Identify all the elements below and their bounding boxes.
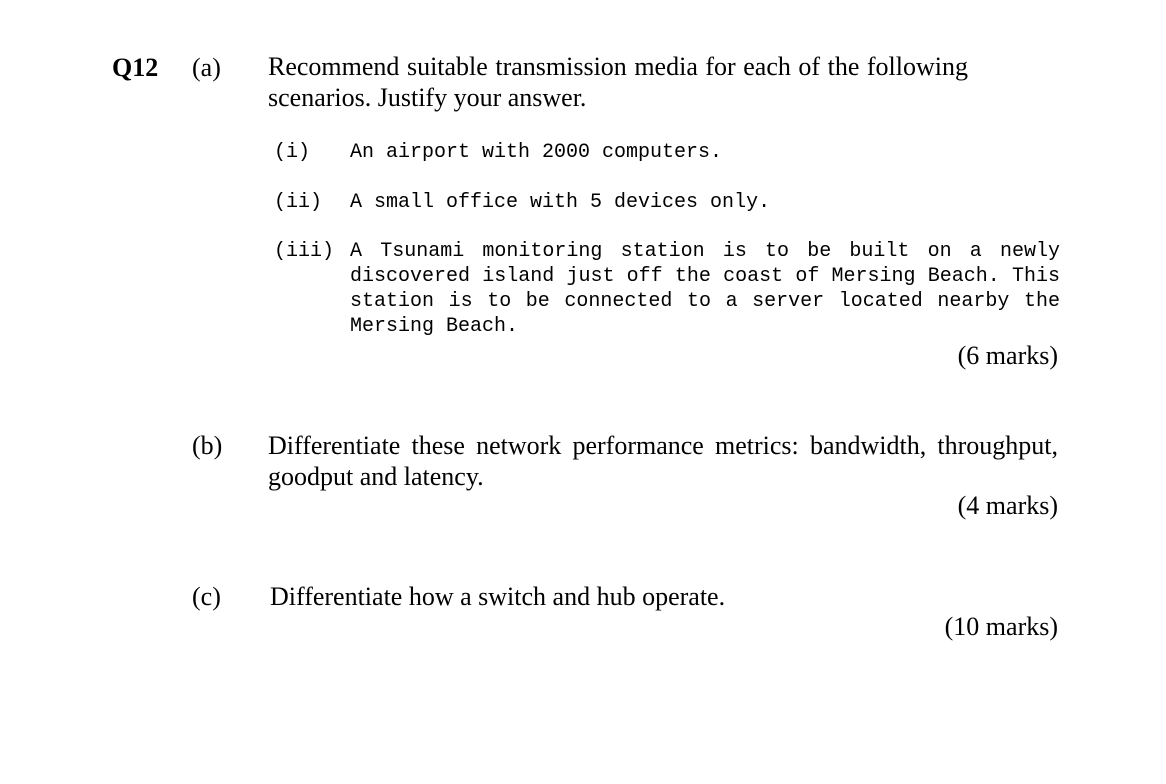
part-b-label: (b) [192,431,223,460]
part-c-stem: Differentiate how a switch and hub operate. [270,582,726,611]
part-a-marks: (6 marks) [957,341,1058,370]
part-b-stem: Differentiate these network performance metrics: bandwidth, throughput, goodput and latency. [268,431,1058,491]
part-a-label: (a) [192,53,221,82]
subpart-i-label: (i) [274,141,311,164]
question-number: Q12 [112,53,159,82]
subpart-iii-label: (iii) [274,240,335,263]
part-c-marks: (10 marks) [944,612,1058,641]
subpart-iii-text: A Tsunami monitoring station is to be built on a newly discovered island just off the coast of Mersing Beach. This station is to be connected to a server located nearby the Mersing Beach. [350,240,1060,338]
subpart-ii-text: A small office with 5 devices only. [350,191,771,214]
subpart-i-text: An airport with 2000 computers. [350,141,723,164]
subpart-ii-label: (ii) [274,191,323,214]
part-b-marks: (4 marks) [957,491,1058,520]
part-c-label: (c) [192,582,221,611]
part-a-stem: Recommend suitable transmission media for each of the following scenarios. Justify your answer. [268,52,968,112]
